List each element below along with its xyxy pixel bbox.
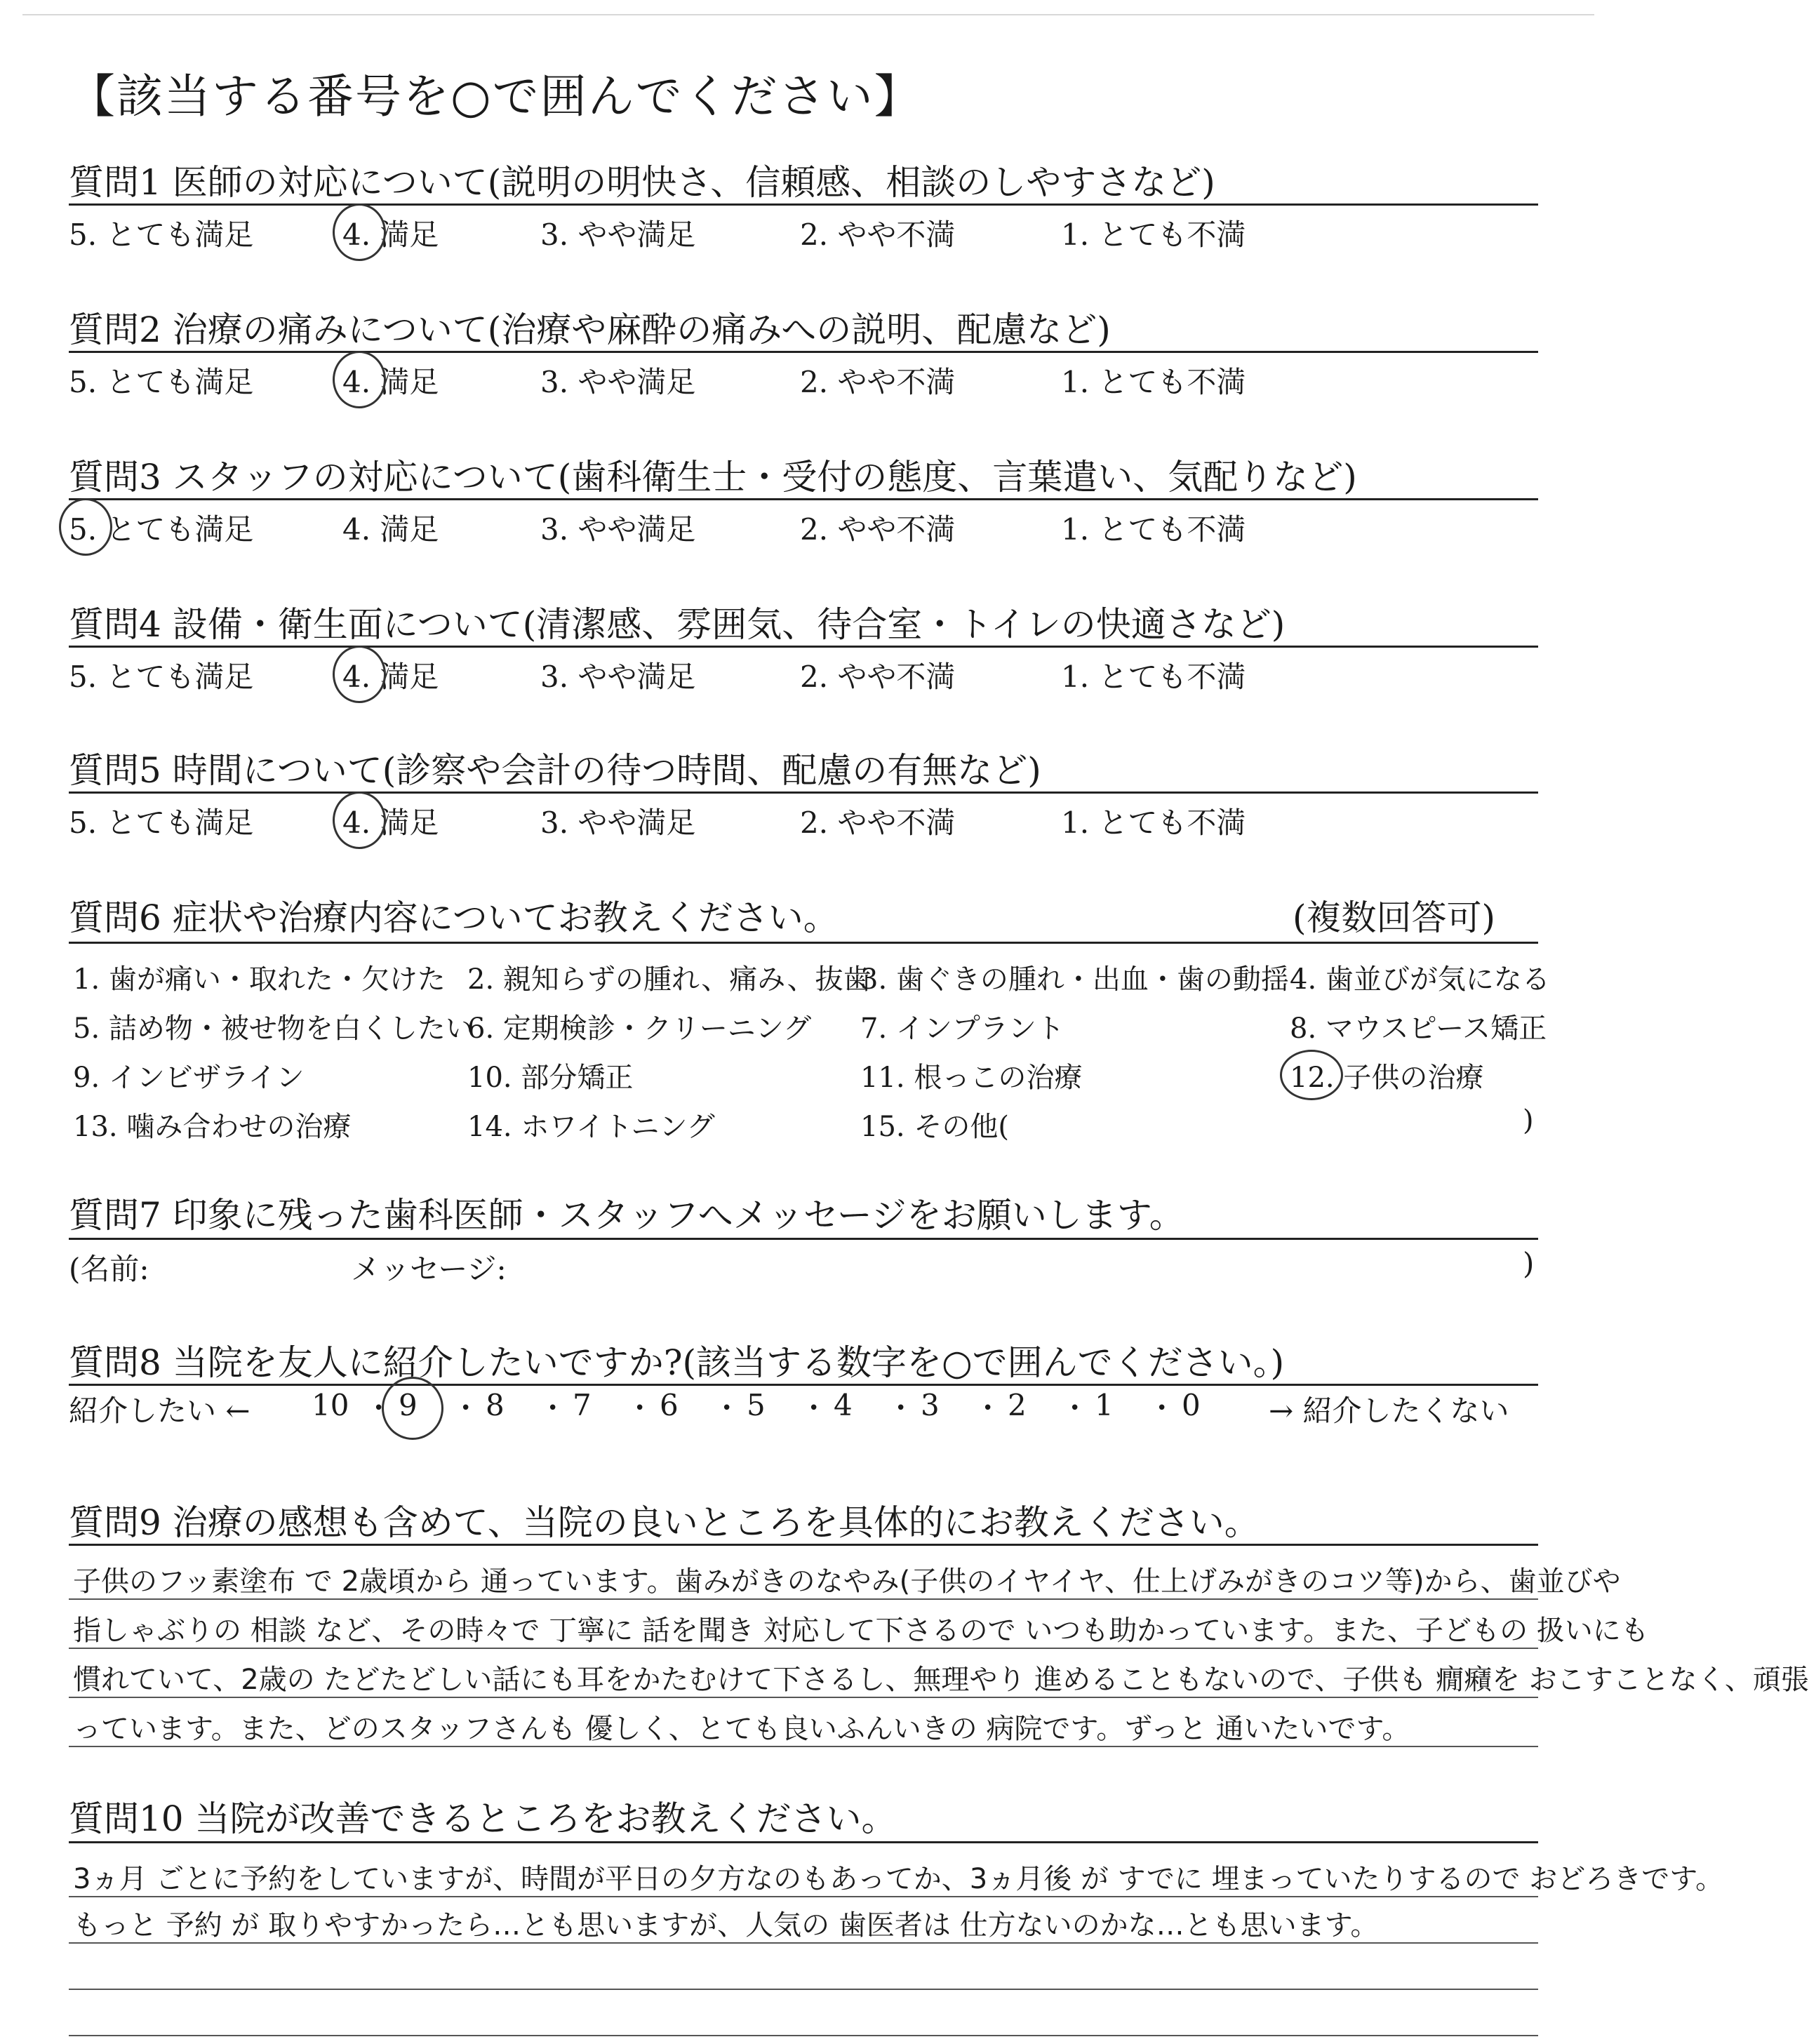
q8-scale-2: 2 [1008,1388,1027,1422]
q4-option-3: 3. やや満足 [540,660,696,694]
q8-scale-dot: • [460,1398,472,1419]
q3-option-5: 5. とても満足 [69,512,254,547]
q7-close-paren: ) [1523,1246,1535,1281]
q6-option: ) [1523,1104,1534,1137]
q2-option-5: 5. とても満足 [69,365,254,399]
q10-answer-rule [69,2035,1538,2036]
q6-rule [69,942,1538,944]
q8-scale-6: 6 [660,1388,679,1422]
q5-option-5: 5. とても満足 [69,806,254,840]
top-border [22,14,1594,15]
q8-scale-5: 5 [747,1388,766,1422]
q8-scale-3: 3 [921,1388,940,1422]
q9-line: 指しゃぶりの 相談 など、その時々で 丁寧に 話を聞き 対応して下さるので いつも助かっています。また、子どもの 扱いにも [73,1615,1649,1647]
q8-scale-0: 0 [1182,1388,1201,1422]
q8-scale-dot: • [547,1398,559,1419]
q5-option-2: 2. やや不満 [800,806,956,840]
q10-line: もっと 予約 が 取りやすかったら…とも思いますが、人気の 歯医者は 仕方ないのかな…とも思います。 [73,1909,1379,1942]
q3-option-2: 2. やや不満 [800,512,956,547]
q10-answer-rule [69,1989,1538,1990]
q6-option: 12. 子供の治療 [1290,1062,1484,1094]
q9-rule [69,1544,1538,1546]
q6-option: 14. ホワイトニング [467,1111,715,1143]
q7-message-label: メッセージ: [351,1252,507,1286]
q9-line: っています。また、どのスタッフさんも 優しく、とても良いふんいきの 病院です。ずっと 通いたいです。 [73,1713,1410,1745]
q3-rule [69,498,1538,500]
q8-scale-dot: • [982,1398,994,1419]
q1-option-3: 3. やや満足 [540,218,696,252]
q6-option: 6. 定期検診・クリーニング [467,1013,812,1045]
q2-rule [69,351,1538,353]
q7-label: 質問7 印象に残った歯科医師・スタッフへメッセージをお願いします。 [69,1195,1184,1236]
q10-rule [69,1841,1538,1843]
q1-selection-circle [333,203,386,261]
q6-option: 7. インプラント [860,1013,1064,1045]
q1-label: 質問1 医師の対応について(説明の明快さ、信頼感、相談のしやすさなど) [69,162,1215,203]
q6-option: 8. マウスピース矯正 [1290,1013,1547,1045]
q6-option: 15. その他( [860,1111,1009,1143]
q6-option: 10. 部分矯正 [467,1062,634,1094]
q2-option-3: 3. やや満足 [540,365,696,399]
q2-label: 質問2 治療の痛みについて(治療や麻酔の痛みへの説明、配慮など) [69,309,1111,350]
q6-option: 3. 歯ぐきの腫れ・出血・歯の動揺 [860,963,1289,996]
q8-rule [69,1384,1538,1386]
q9-line: 慣れていて、2歳の たどたどしい話にも耳をかたむけて下さるし、無理やり 進めることもないので、子供も 癇癪を おこすことなく、頑張 [73,1664,1809,1696]
q6-option: 9. インビザライン [73,1062,305,1094]
q2-selection-circle [333,351,386,408]
q8-scale-4: 4 [834,1388,853,1422]
q8-scale-dot: • [808,1398,820,1419]
q4-selection-circle [333,646,386,703]
q5-label: 質問5 時間について(診察や会計の待つ時間、配慮の有無など) [69,750,1041,791]
q9-answer-rule [69,1746,1538,1747]
q4-label: 質問4 設備・衛生面について(清潔感、雰囲気、待合室・トイレの快適さなど) [69,604,1286,645]
q10-answer-rule [69,1942,1538,1944]
q9-answer-rule [69,1697,1538,1698]
q6-option: 2. 親知らずの腫れ、痛み、抜歯 [467,963,872,996]
q2-option-1: 1. とても不満 [1061,365,1246,399]
q7-name-label: (名前: [69,1252,149,1286]
q4-option-4: 4. 満足 [342,660,439,694]
q5-rule [69,791,1538,794]
q8-scale-9: 9 [399,1388,418,1422]
q1-option-1: 1. とても不満 [1061,218,1246,252]
q8-scale-1: 1 [1095,1388,1114,1422]
q8-scale-10: 10 [312,1388,349,1422]
q8-selection-circle [382,1377,443,1440]
q6-option: 5. 詰め物・被せ物を白くしたい [73,1013,474,1045]
q3-option-3: 3. やや満足 [540,512,696,547]
q10-answer-rule [69,1896,1538,1897]
q9-line: 子供のフッ素塗布 で 2歳頃から 通っています。歯みがきのなやみ(子供のイヤイヤ、仕上げみがきのコツ等)から、歯並びや [73,1565,1621,1598]
q3-label: 質問3 スタッフの対応について(歯科衛生士・受付の態度、言葉遣い、気配りなど) [69,457,1357,497]
q5-selection-circle [333,791,386,849]
q1-rule [69,203,1538,206]
q8-scale-dot: • [1156,1398,1168,1419]
q8-scale-dot: • [1069,1398,1081,1419]
q10-label: 質問10 当院が改善できるところをお教えください。 [69,1798,897,1839]
q9-answer-rule [69,1598,1538,1600]
q8-right-label: → 紹介したくない [1269,1394,1509,1428]
q6-option: 11. 根っこの治療 [860,1062,1083,1094]
q6-option: 13. 噛み合わせの治療 [73,1111,352,1143]
q8-scale-dot: • [895,1398,907,1419]
q4-rule [69,646,1538,648]
q8-label: 質問8 当院を友人に紹介したいですか?(該当する数字を○で囲んでください。) [69,1342,1285,1383]
q5-option-4: 4. 満足 [342,806,439,840]
q6-option: 4. 歯並びが気になる [1290,963,1550,996]
q3-option-1: 1. とても不満 [1061,512,1246,547]
q8-scale-dot: • [373,1398,385,1419]
q7-rule [69,1238,1538,1240]
q8-scale-7: 7 [573,1388,592,1422]
q6-selection-circle [1280,1050,1343,1100]
q6-label: 質問6 症状や治療内容についてお教えください。 [69,897,839,938]
q5-option-1: 1. とても不満 [1061,806,1246,840]
q4-option-1: 1. とても不満 [1061,660,1246,694]
q4-option-5: 5. とても満足 [69,660,254,694]
q2-option-2: 2. やや不満 [800,365,956,399]
q8-scale-dot: • [634,1398,646,1419]
q6-option: 1. 歯が痛い・取れた・欠けた [73,963,446,996]
q6-note: (複数回答可) [1293,897,1496,938]
q9-answer-rule [69,1648,1538,1649]
q8-scale-dot: • [721,1398,733,1419]
q3-selection-circle [59,498,112,556]
q3-option-4: 4. 満足 [342,512,439,547]
q5-option-3: 3. やや満足 [540,806,696,840]
q8-scale-8: 8 [486,1388,505,1422]
instruction-title: 【該当する番号を○で囲んでください】 [69,69,922,123]
q2-option-4: 4. 満足 [342,365,439,399]
q9-label: 質問9 治療の感想も含めて、当院の良いところを具体的にお教えください。 [69,1502,1260,1543]
q1-option-4: 4. 満足 [342,218,439,252]
q8-left-label: 紹介したい ← [69,1394,251,1428]
q10-line: 3ヵ月 ごとに予約をしていますが、時間が平日の夕方なのもあってか、3ヵ月後 が すでに 埋まっていたりするので おどろきです。 [73,1863,1724,1895]
q1-option-5: 5. とても満足 [69,218,254,252]
q1-option-2: 2. やや不満 [800,218,956,252]
q4-option-2: 2. やや不満 [800,660,956,694]
